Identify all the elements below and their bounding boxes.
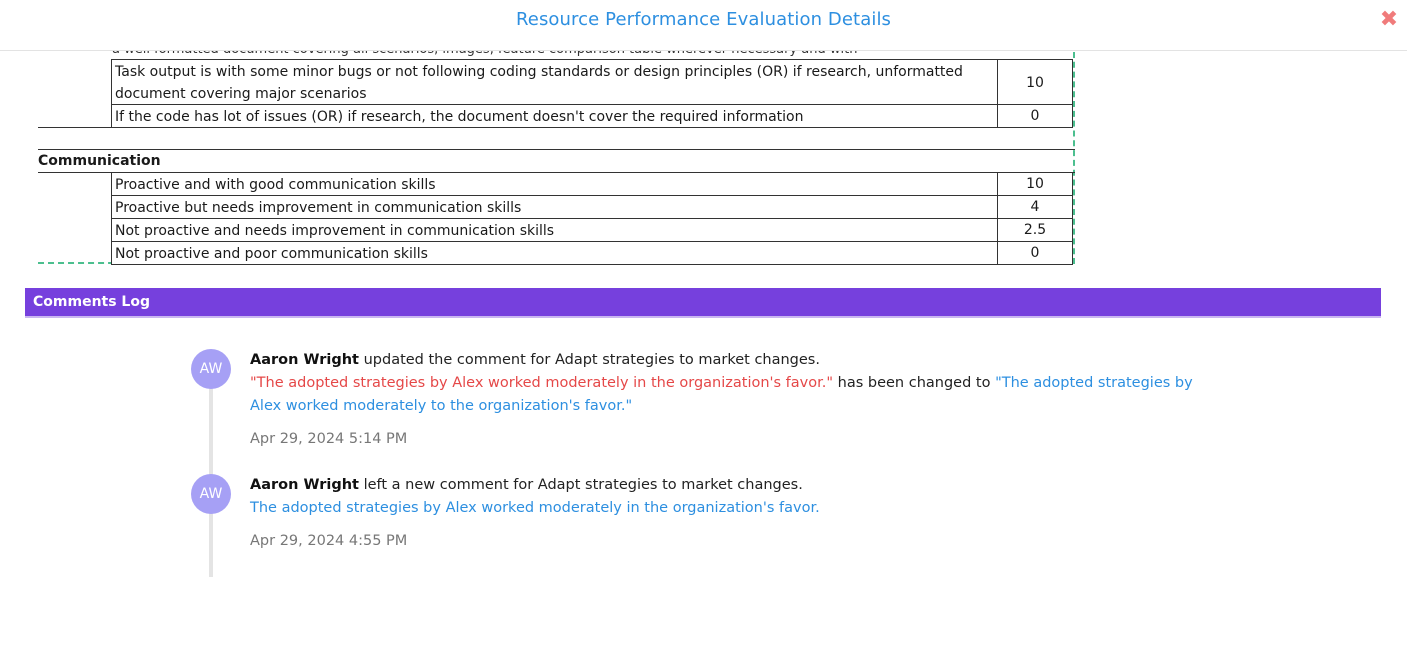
rubric-row-desc: If the code has lot of issues (OR) if research, the document doesn't cover the required information: [111, 104, 998, 128]
comment-timestamp: Apr 29, 2024 5:14 PM: [250, 431, 408, 447]
avatar: AW: [191, 349, 231, 389]
comment-changed-to: has been changed to: [833, 375, 996, 391]
comment-body: [250, 349, 1220, 451]
comment-text: The adopted strategies by Alex worked moderately in the organization's favor.: [250, 500, 820, 516]
timeline-line: [209, 362, 213, 577]
close-icon[interactable]: ✖: [1379, 7, 1399, 32]
rubric-row-score: 10: [997, 59, 1073, 105]
rubric-row-desc: Not proactive and poor communication skills: [111, 241, 998, 265]
avatar: AW: [191, 474, 231, 514]
comment-body: [250, 474, 1220, 553]
rubric-row-desc: Task output is with some minor bugs or not following coding standards or design principles (OR) if research, unformatted document covering major scenarios: [111, 59, 998, 105]
comment-action: updated the comment for Adapt strategies to market changes.: [358, 352, 820, 368]
comment-timestamp: Apr 29, 2024 4:55 PM: [250, 533, 408, 549]
modal-header: [0, 0, 1407, 51]
comment-summary: [250, 474, 1220, 497]
page-title: Resource Performance Evaluation Details: [515, 9, 892, 30]
comment-summary: [250, 349, 1220, 372]
comments-log-title: Comments Log: [33, 294, 150, 310]
rubric-divider: [38, 127, 112, 128]
rubric-row-desc: Not proactive and needs improvement in communication skills: [111, 218, 998, 242]
comment-change: [250, 372, 1220, 418]
comment-new-text: "The adopted strategies by Alex worked moderately to the organization's favor.": [250, 375, 1193, 414]
comment-author: Aaron Wright: [250, 477, 359, 493]
rubric-row-score: 2.5: [997, 218, 1073, 242]
comments-log-header: [25, 288, 1381, 318]
rubric-row-score: 0: [997, 104, 1073, 128]
rubric-row-score: 10: [997, 172, 1073, 196]
rubric-row-desc: Proactive but needs improvement in communication skills: [111, 195, 998, 219]
rubric-row-score: 0: [997, 241, 1073, 265]
rubric-divider: [38, 149, 1075, 150]
comment-old-text: "The adopted strategies by Alex worked moderately in the organization's favor.": [250, 375, 834, 391]
rubric-row-desc: Proactive and with good communication skills: [111, 172, 998, 196]
rubric-row-score: 4: [997, 195, 1073, 219]
rubric-image: [38, 52, 1075, 264]
rubric-section-label: Communication: [38, 153, 161, 169]
comment-author: Aaron Wright: [250, 352, 359, 368]
comment-action: left a new comment for Adapt strategies to market changes.: [358, 477, 803, 493]
